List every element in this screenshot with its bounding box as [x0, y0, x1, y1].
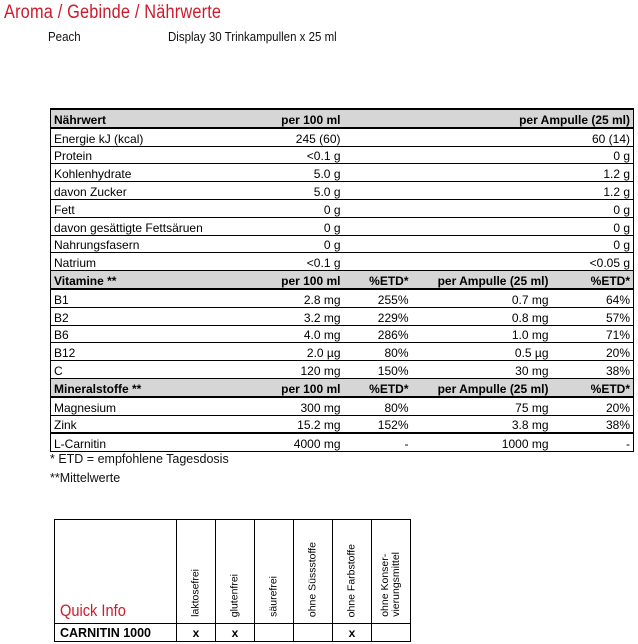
row-label: B12 [51, 343, 262, 361]
nutrition-header-per-ampoule: per Ampulle (25 ml) [412, 109, 634, 128]
row-label: Zink [51, 415, 262, 433]
table-row [51, 128, 634, 146]
row-per100: 0 g [262, 235, 344, 253]
quick-info-table [54, 519, 411, 642]
row-etd1: 152% [344, 415, 412, 433]
table-row [51, 289, 634, 307]
mark-cell: x [177, 624, 216, 642]
table-row [51, 182, 634, 200]
mark-cell [294, 624, 333, 642]
row-label: Protein [51, 146, 262, 164]
row-per-ampoule: 60 (14) [412, 128, 634, 146]
row-per-ampoule: 1000 mg [412, 433, 552, 451]
table-row [51, 164, 634, 182]
column-label: ohne Konser- vierungsmittel [379, 552, 402, 617]
row-label: Energie kJ (kcal) [51, 128, 262, 146]
row-per-ampoule: 0 g [412, 217, 634, 235]
row-per100: 2.8 mg [262, 289, 344, 307]
row-per100: 0 g [262, 199, 344, 217]
table-row [51, 343, 634, 361]
quick-info-column [216, 520, 255, 624]
row-per100: 5.0 g [262, 182, 344, 200]
row-per-ampoule: 0 g [412, 146, 634, 164]
column-label: ohne Farbstoffe [345, 543, 358, 617]
package-label: Display 30 Trinkampullen x 25 ml [168, 30, 337, 44]
nutrition-header-label: Nährwert [51, 109, 262, 128]
table-row [51, 217, 634, 235]
nutrition-table [50, 108, 634, 452]
row-label: B2 [51, 307, 262, 325]
average-footnote: **Mittelwerte [50, 471, 121, 485]
row-per100: 0 g [262, 217, 344, 235]
table-row [51, 253, 634, 271]
table-row [51, 361, 634, 379]
nutrition-header-row [51, 109, 634, 128]
row-label: Nahrungsfasern [51, 235, 262, 253]
row-per100: <0.1 g [262, 253, 344, 271]
table-row [51, 397, 634, 415]
quick-info-title: Quick Info [55, 520, 177, 624]
nutrition-header-per100: per 100 ml [262, 109, 344, 128]
row-label: davon gesättigte Fettsäruen [51, 217, 262, 235]
row-etd1: 150% [344, 361, 412, 379]
minerals-header-etd2: %ETD* [552, 378, 634, 396]
row-per100: 300 mg [262, 397, 344, 415]
row-per-ampoule: 1.0 mg [412, 325, 552, 343]
minerals-header-etd1: %ETD* [344, 378, 412, 396]
row-label: davon Zucker [51, 182, 262, 200]
vitamins-header-row [51, 271, 634, 289]
page-title: Aroma / Gebinde / Nährwerte [4, 2, 222, 23]
row-label: Magnesium [51, 397, 262, 415]
row-per-ampoule: <0.05 g [412, 253, 634, 271]
row-etd2: 57% [552, 307, 634, 325]
row-etd2: 20% [552, 397, 634, 415]
row-etd1: 80% [344, 397, 412, 415]
row-label: Natrium [51, 253, 262, 271]
mark-cell: x [333, 624, 372, 642]
row-per-ampoule: 0.8 mg [412, 307, 552, 325]
row-etd2: 38% [552, 415, 634, 433]
row-per100: 3.2 mg [262, 307, 344, 325]
column-label: säurefrei [267, 576, 280, 617]
row-per-ampoule: 3.8 mg [412, 415, 552, 433]
row-per-ampoule: 0 g [412, 235, 634, 253]
row-label: B6 [51, 325, 262, 343]
vitamins-header-label: Vitamine ** [51, 271, 262, 289]
quick-info-column [333, 520, 372, 624]
column-label: laktosefrei [189, 569, 202, 617]
vitamins-header-per-ampoule: per Ampulle (25 ml) [412, 271, 552, 289]
column-label: glutenfrei [228, 573, 241, 617]
row-per-ampoule: 1.2 g [412, 182, 634, 200]
row-per-ampoule: 75 mg [412, 397, 552, 415]
row-etd1: 80% [344, 343, 412, 361]
row-label: B1 [51, 289, 262, 307]
row-etd1: - [344, 433, 412, 451]
carnitine-row [51, 433, 634, 451]
quick-info-column [255, 520, 294, 624]
minerals-header-per-ampoule: per Ampulle (25 ml) [412, 378, 552, 396]
row-label: C [51, 361, 262, 379]
vitamins-header-etd1: %ETD* [344, 271, 412, 289]
row-label: L-Carnitin [51, 433, 262, 451]
minerals-header-label: Mineralstoffe ** [51, 378, 262, 396]
row-etd2: 64% [552, 289, 634, 307]
row-etd1: 255% [344, 289, 412, 307]
minerals-header-row [51, 378, 634, 396]
row-per100: 15.2 mg [262, 415, 344, 433]
product-name: CARNITIN 1000 [55, 624, 177, 642]
row-per100: 5.0 g [262, 164, 344, 182]
row-etd2: 38% [552, 361, 634, 379]
row-per100: 245 (60) [262, 128, 344, 146]
column-label: ohne Süssstoffe [306, 541, 319, 617]
row-etd1: 286% [344, 325, 412, 343]
mark-cell [255, 624, 294, 642]
row-etd1: 229% [344, 307, 412, 325]
row-etd2: 71% [552, 325, 634, 343]
quick-info-column [294, 520, 333, 624]
quick-info-column [372, 520, 411, 624]
minerals-header-per100: per 100 ml [262, 378, 344, 396]
table-row [51, 235, 634, 253]
quick-info-column [177, 520, 216, 624]
row-per-ampoule: 1.2 g [412, 164, 634, 182]
row-label: Fett [51, 199, 262, 217]
row-per100: 120 mg [262, 361, 344, 379]
row-etd2: 20% [552, 343, 634, 361]
table-row [51, 146, 634, 164]
etd-footnote: * ETD = empfohlene Tagesdosis [50, 452, 229, 466]
row-per-ampoule: 0.7 mg [412, 289, 552, 307]
table-row [51, 307, 634, 325]
table-row [51, 199, 634, 217]
row-per-ampoule: 0.5 µg [412, 343, 552, 361]
quick-info-header-row [55, 520, 411, 624]
row-per100: 2.0 µg [262, 343, 344, 361]
aroma-label: Peach [48, 30, 81, 44]
quick-info-product-row [55, 624, 411, 642]
table-row [51, 325, 634, 343]
row-label: Kohlenhydrate [51, 164, 262, 182]
row-per100: 4.0 mg [262, 325, 344, 343]
vitamins-header-etd2: %ETD* [552, 271, 634, 289]
row-per-ampoule: 0 g [412, 199, 634, 217]
mark-cell: x [216, 624, 255, 642]
table-row [51, 415, 634, 433]
mark-cell [372, 624, 411, 642]
row-etd2: - [552, 433, 634, 451]
row-per100: 4000 mg [262, 433, 344, 451]
row-per100: <0.1 g [262, 146, 344, 164]
row-per-ampoule: 30 mg [412, 361, 552, 379]
vitamins-header-per100: per 100 ml [262, 271, 344, 289]
